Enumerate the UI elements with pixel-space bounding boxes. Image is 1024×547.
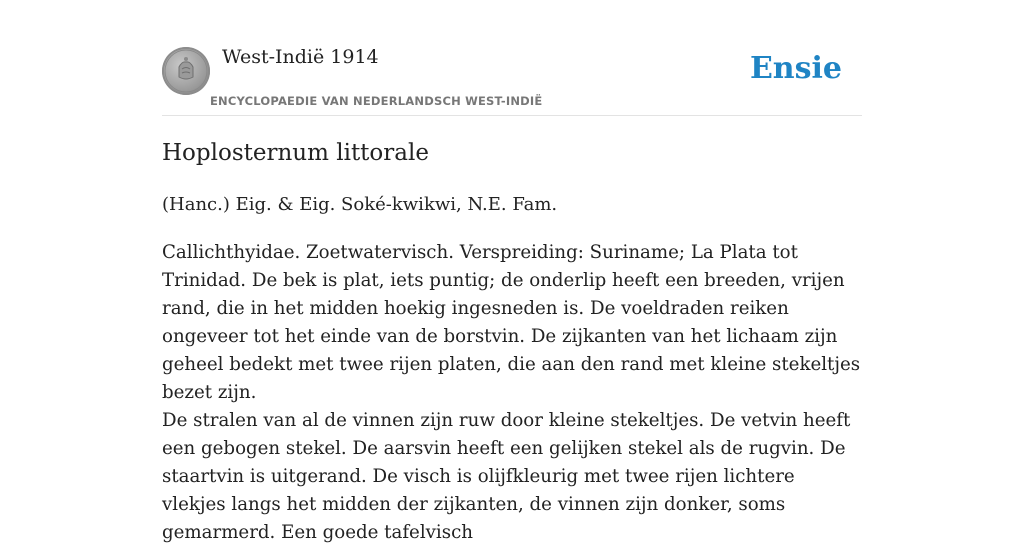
article-meta: (Hanc.) Eig. & Eig. Soké-kwikwi, N.E. Fam. [162,194,558,215]
coin-seal-icon[interactable] [162,47,210,95]
publication-subtitle: ENCYCLOPAEDIE VAN NEDERLANDSCH WEST-INDIË [210,94,543,108]
publication-title[interactable]: West-Indië 1914 [222,46,379,68]
brand-logo[interactable]: Ensie [749,51,842,86]
page-container [162,0,862,543]
article-title: Hoplosternum littorale [162,140,429,166]
article-paragraph-1: Callichthyidae. Zoetwatervisch. Verspreiding: Suriname; La Plata tot Trinidad. De bek is plat, iets puntig; de onderlip heeft een breeden, vrijen rand, die in het midden hoekig ingesneden is. De voeldraden reiken ongeveer tot het einde van de borstvin. De zijkanten van het lichaam zijn geheel bedekt met twee rijen platen, die aan den rand met kleine stekeltjes bezet zijn. [162,242,861,403]
coin-seal-graphic [162,47,210,95]
article-paragraph-2: De stralen van al de vinnen zijn ruw door kleine stekeltjes. De vetvin heeft een gebogen stekel. De aarsvin heeft een gelijken stekel als de rugvin. De staartvin is uitgerand. De visch is olijfkleurig met twee rijen lichtere vlekjes langs het midden der zijkanten, de vinnen zijn donker, soms gemarmerd. Een goede tafelvisch [162,410,851,543]
site-header [162,0,862,116]
